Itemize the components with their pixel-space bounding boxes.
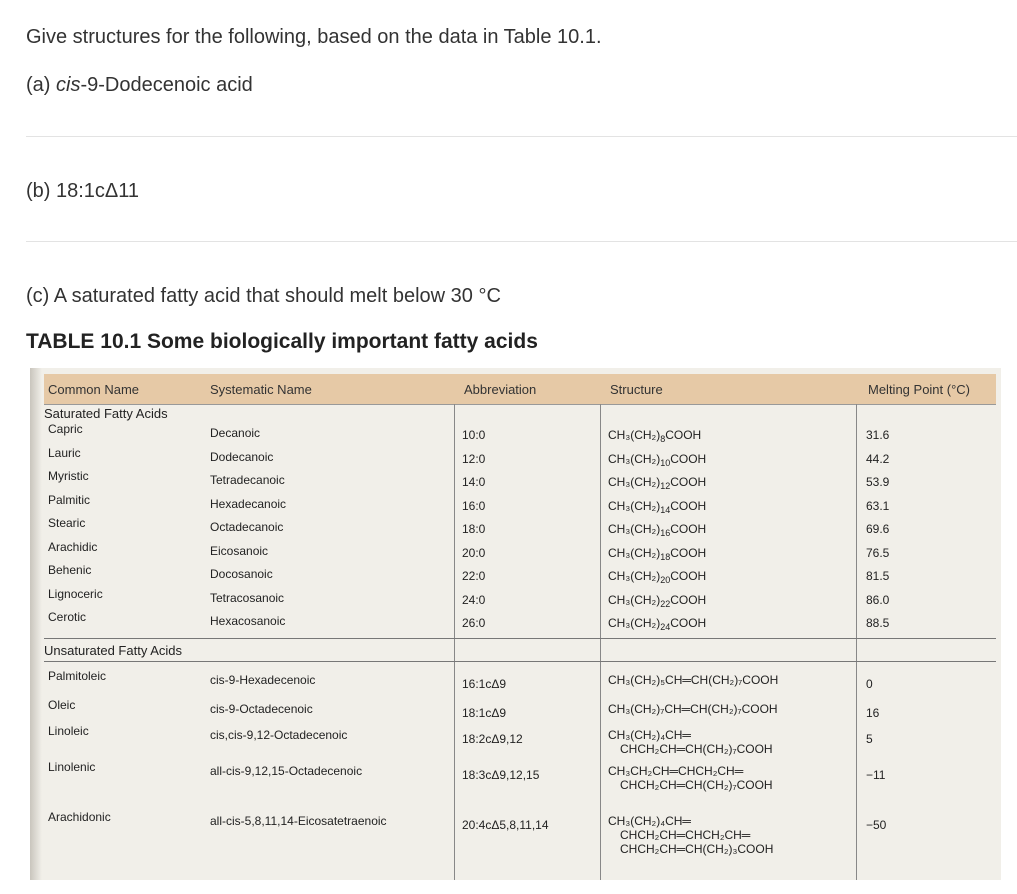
cell-systematic-name: Tetradecanoic: [210, 473, 285, 487]
cell-common-name: Palmitic: [48, 492, 91, 507]
header-melting-point: Melting Point (°C): [868, 382, 971, 397]
cell-structure: [608, 499, 706, 513]
cell-common-name: Stearic: [48, 516, 86, 530]
section-divider: [44, 638, 996, 639]
structure-subscript: 14: [660, 504, 671, 515]
cell-systematic-name: Dodecanoic: [210, 449, 274, 464]
cell-melting-point: 31.6: [866, 428, 890, 442]
cell-systematic-name: cis,cis-9,12-Octadecenoic: [210, 728, 348, 742]
cell-abbreviation: 24:0: [462, 592, 486, 607]
divider: [26, 136, 1017, 137]
cell-structure: [608, 452, 706, 466]
cell-melting-point: −11: [866, 768, 886, 782]
cell-abbreviation: 10:0: [462, 428, 486, 442]
cell-structure-line: CH₃(CH₂)₇CH═CH(CH₂)₇COOH: [608, 702, 778, 716]
cell-abbreviation: 12:0: [462, 451, 486, 466]
header-common: Common Name: [48, 382, 140, 397]
cell-common-name: Lauric: [48, 445, 81, 460]
cell-systematic-name: cis-9-Hexadecenoic: [210, 673, 316, 687]
structure-tail: COOH: [670, 545, 707, 560]
cell-melting-point: −50: [866, 818, 887, 832]
table-photo: [30, 368, 1001, 880]
structure-subscript: 18: [660, 551, 671, 562]
question-c: (c) A saturated fatty acid that should melt below 30 °C: [26, 285, 501, 307]
cell-common-name: Linolenic: [48, 760, 96, 774]
cell-abbreviation: 18:1cΔ9: [462, 706, 507, 720]
cell-structure: [608, 569, 706, 583]
cell-structure-line: CHCH₂CH═CH(CH₂)₇COOH: [620, 742, 773, 756]
column-rule: [454, 404, 455, 880]
cell-melting-point: 86.0: [866, 592, 890, 607]
structure-main: CH₃(CH₂): [608, 592, 661, 607]
structure-main: CH₃(CH₂): [608, 475, 661, 489]
cell-systematic-name: cis-9-Octadecenoic: [210, 702, 313, 716]
cell-abbreviation: 16:0: [462, 498, 486, 513]
cell-common-name: Palmitoleic: [48, 669, 107, 683]
cell-abbreviation: 18:2cΔ9,12: [462, 732, 523, 746]
cell-structure: [608, 522, 706, 536]
table-header: [44, 374, 996, 405]
header-systematic: Systematic Name: [210, 382, 312, 397]
cell-common-name: Cerotic: [48, 610, 87, 624]
cell-systematic-name: Hexadecanoic: [210, 496, 287, 511]
cell-systematic-name: all-cis-5,8,11,14-Eicosatetraenoic: [210, 814, 387, 828]
cell-abbreviation: 22:0: [462, 569, 486, 583]
cell-common-name: Lignoceric: [48, 586, 103, 601]
cell-common-name: Arachidonic: [48, 810, 111, 824]
structure-tail: COOH: [670, 522, 707, 536]
structure-main: CH₃(CH₂): [608, 616, 661, 630]
structure-main: CH₃(CH₂): [608, 428, 661, 442]
cell-abbreviation: 16:1cΔ9: [462, 677, 507, 691]
cell-systematic-name: Octadecanoic: [210, 520, 284, 534]
section-divider: [44, 661, 996, 662]
cell-melting-point: 0: [866, 677, 873, 691]
cell-structure: [608, 593, 706, 607]
cell-melting-point: 16: [866, 706, 880, 720]
cell-melting-point: 63.1: [866, 498, 890, 513]
cell-abbreviation: 14:0: [462, 475, 486, 489]
cell-systematic-name: Decanoic: [210, 426, 261, 440]
divider: [26, 241, 1017, 242]
structure-main: CH₃(CH₂): [608, 569, 661, 583]
cell-melting-point: 44.2: [866, 451, 890, 466]
column-rule: [856, 404, 857, 880]
structure-subscript: 12: [660, 481, 671, 491]
cell-abbreviation: 20:4cΔ5,8,11,14: [462, 818, 549, 832]
cell-structure-line: CHCH₂CH═CH(CH₂)₃COOH: [620, 842, 774, 856]
cell-systematic-name: Docosanoic: [210, 567, 273, 581]
saturated-section-label: Saturated Fatty Acids: [44, 406, 168, 421]
cell-systematic-name: Eicosanoic: [210, 543, 269, 558]
cell-melting-point: 53.9: [866, 475, 890, 489]
cell-melting-point: 88.5: [866, 616, 890, 630]
structure-subscript: 22: [660, 598, 671, 609]
question-a-prefix: (a): [26, 74, 56, 96]
cell-abbreviation: 26:0: [462, 616, 486, 630]
structure-tail: COOH: [670, 498, 707, 513]
column-rule: [600, 404, 601, 880]
cell-abbreviation: 20:0: [462, 545, 486, 560]
structure-tail: COOH: [670, 451, 707, 466]
cell-systematic-name: all-cis-9,12,15-Octadecenoic: [210, 764, 363, 778]
question-a-rest: -9-Dodecenoic acid: [80, 74, 253, 96]
instruction-text: Give structures for the following, based on the data in Table 10.1.: [26, 26, 602, 48]
question-a-italic: cis: [56, 74, 81, 96]
header-abbreviation: Abbreviation: [464, 382, 537, 397]
cell-common-name: Linoleic: [48, 724, 89, 738]
cell-structure-line: CH₃(CH₂)₅CH═CH(CH₂)₇COOH: [608, 673, 779, 687]
table-title: TABLE 10.1 Some biologically important fatty acids: [26, 330, 538, 353]
cell-abbreviation: 18:3cΔ9,12,15: [462, 768, 540, 782]
structure-subscript: 16: [660, 528, 671, 538]
unsaturated-section-label: Unsaturated Fatty Acids: [44, 643, 183, 658]
structure-subscript: 10: [660, 457, 671, 468]
cell-common-name: Myristic: [48, 469, 89, 483]
cell-common-name: Behenic: [48, 563, 92, 577]
structure-tail: COOH: [670, 592, 707, 607]
cell-melting-point: 81.5: [866, 569, 890, 583]
structure-tail: COOH: [670, 475, 707, 489]
structure-tail: COOH: [665, 428, 702, 442]
cell-systematic-name: Tetracosanoic: [210, 590, 285, 605]
structure-main: CH₃(CH₂): [608, 522, 661, 536]
cell-structure-line: CHCH₂CH═CH(CH₂)₇COOH: [620, 778, 773, 792]
header-structure: Structure: [610, 382, 663, 397]
structure-subscript: 24: [660, 622, 671, 632]
cell-structure-line: CH₃CH₂CH═CHCH₂CH═: [608, 764, 744, 778]
cell-structure: [608, 428, 701, 442]
cell-melting-point: 5: [866, 732, 873, 746]
question-b: (b) 18:1cΔ11: [26, 180, 140, 202]
cell-melting-point: 76.5: [866, 545, 890, 560]
photo-shadow: [30, 368, 42, 880]
cell-common-name: Arachidic: [48, 539, 98, 554]
cell-systematic-name: Hexacosanoic: [210, 614, 286, 628]
cell-common-name: Oleic: [48, 698, 76, 712]
structure-main: CH₃(CH₂): [608, 498, 661, 513]
cell-structure-line: CH₃(CH₂)₄CH═: [608, 814, 691, 828]
cell-common-name: Capric: [48, 422, 83, 436]
cell-structure-line: CH₃(CH₂)₄CH═: [608, 728, 691, 742]
structure-subscript: 20: [660, 575, 671, 585]
cell-structure: [608, 546, 706, 560]
structure-main: CH₃(CH₂): [608, 545, 661, 560]
cell-melting-point: 69.6: [866, 522, 890, 536]
structure-subscript: 8: [660, 434, 666, 444]
structure-tail: COOH: [670, 616, 707, 630]
question-a: [26, 74, 253, 97]
cell-structure: [608, 475, 706, 489]
cell-structure: [608, 616, 706, 630]
structure-tail: COOH: [670, 569, 707, 583]
cell-abbreviation: 18:0: [462, 522, 486, 536]
structure-main: CH₃(CH₂): [608, 451, 661, 466]
cell-structure-line: CHCH₂CH═CHCH₂CH═: [620, 828, 751, 842]
